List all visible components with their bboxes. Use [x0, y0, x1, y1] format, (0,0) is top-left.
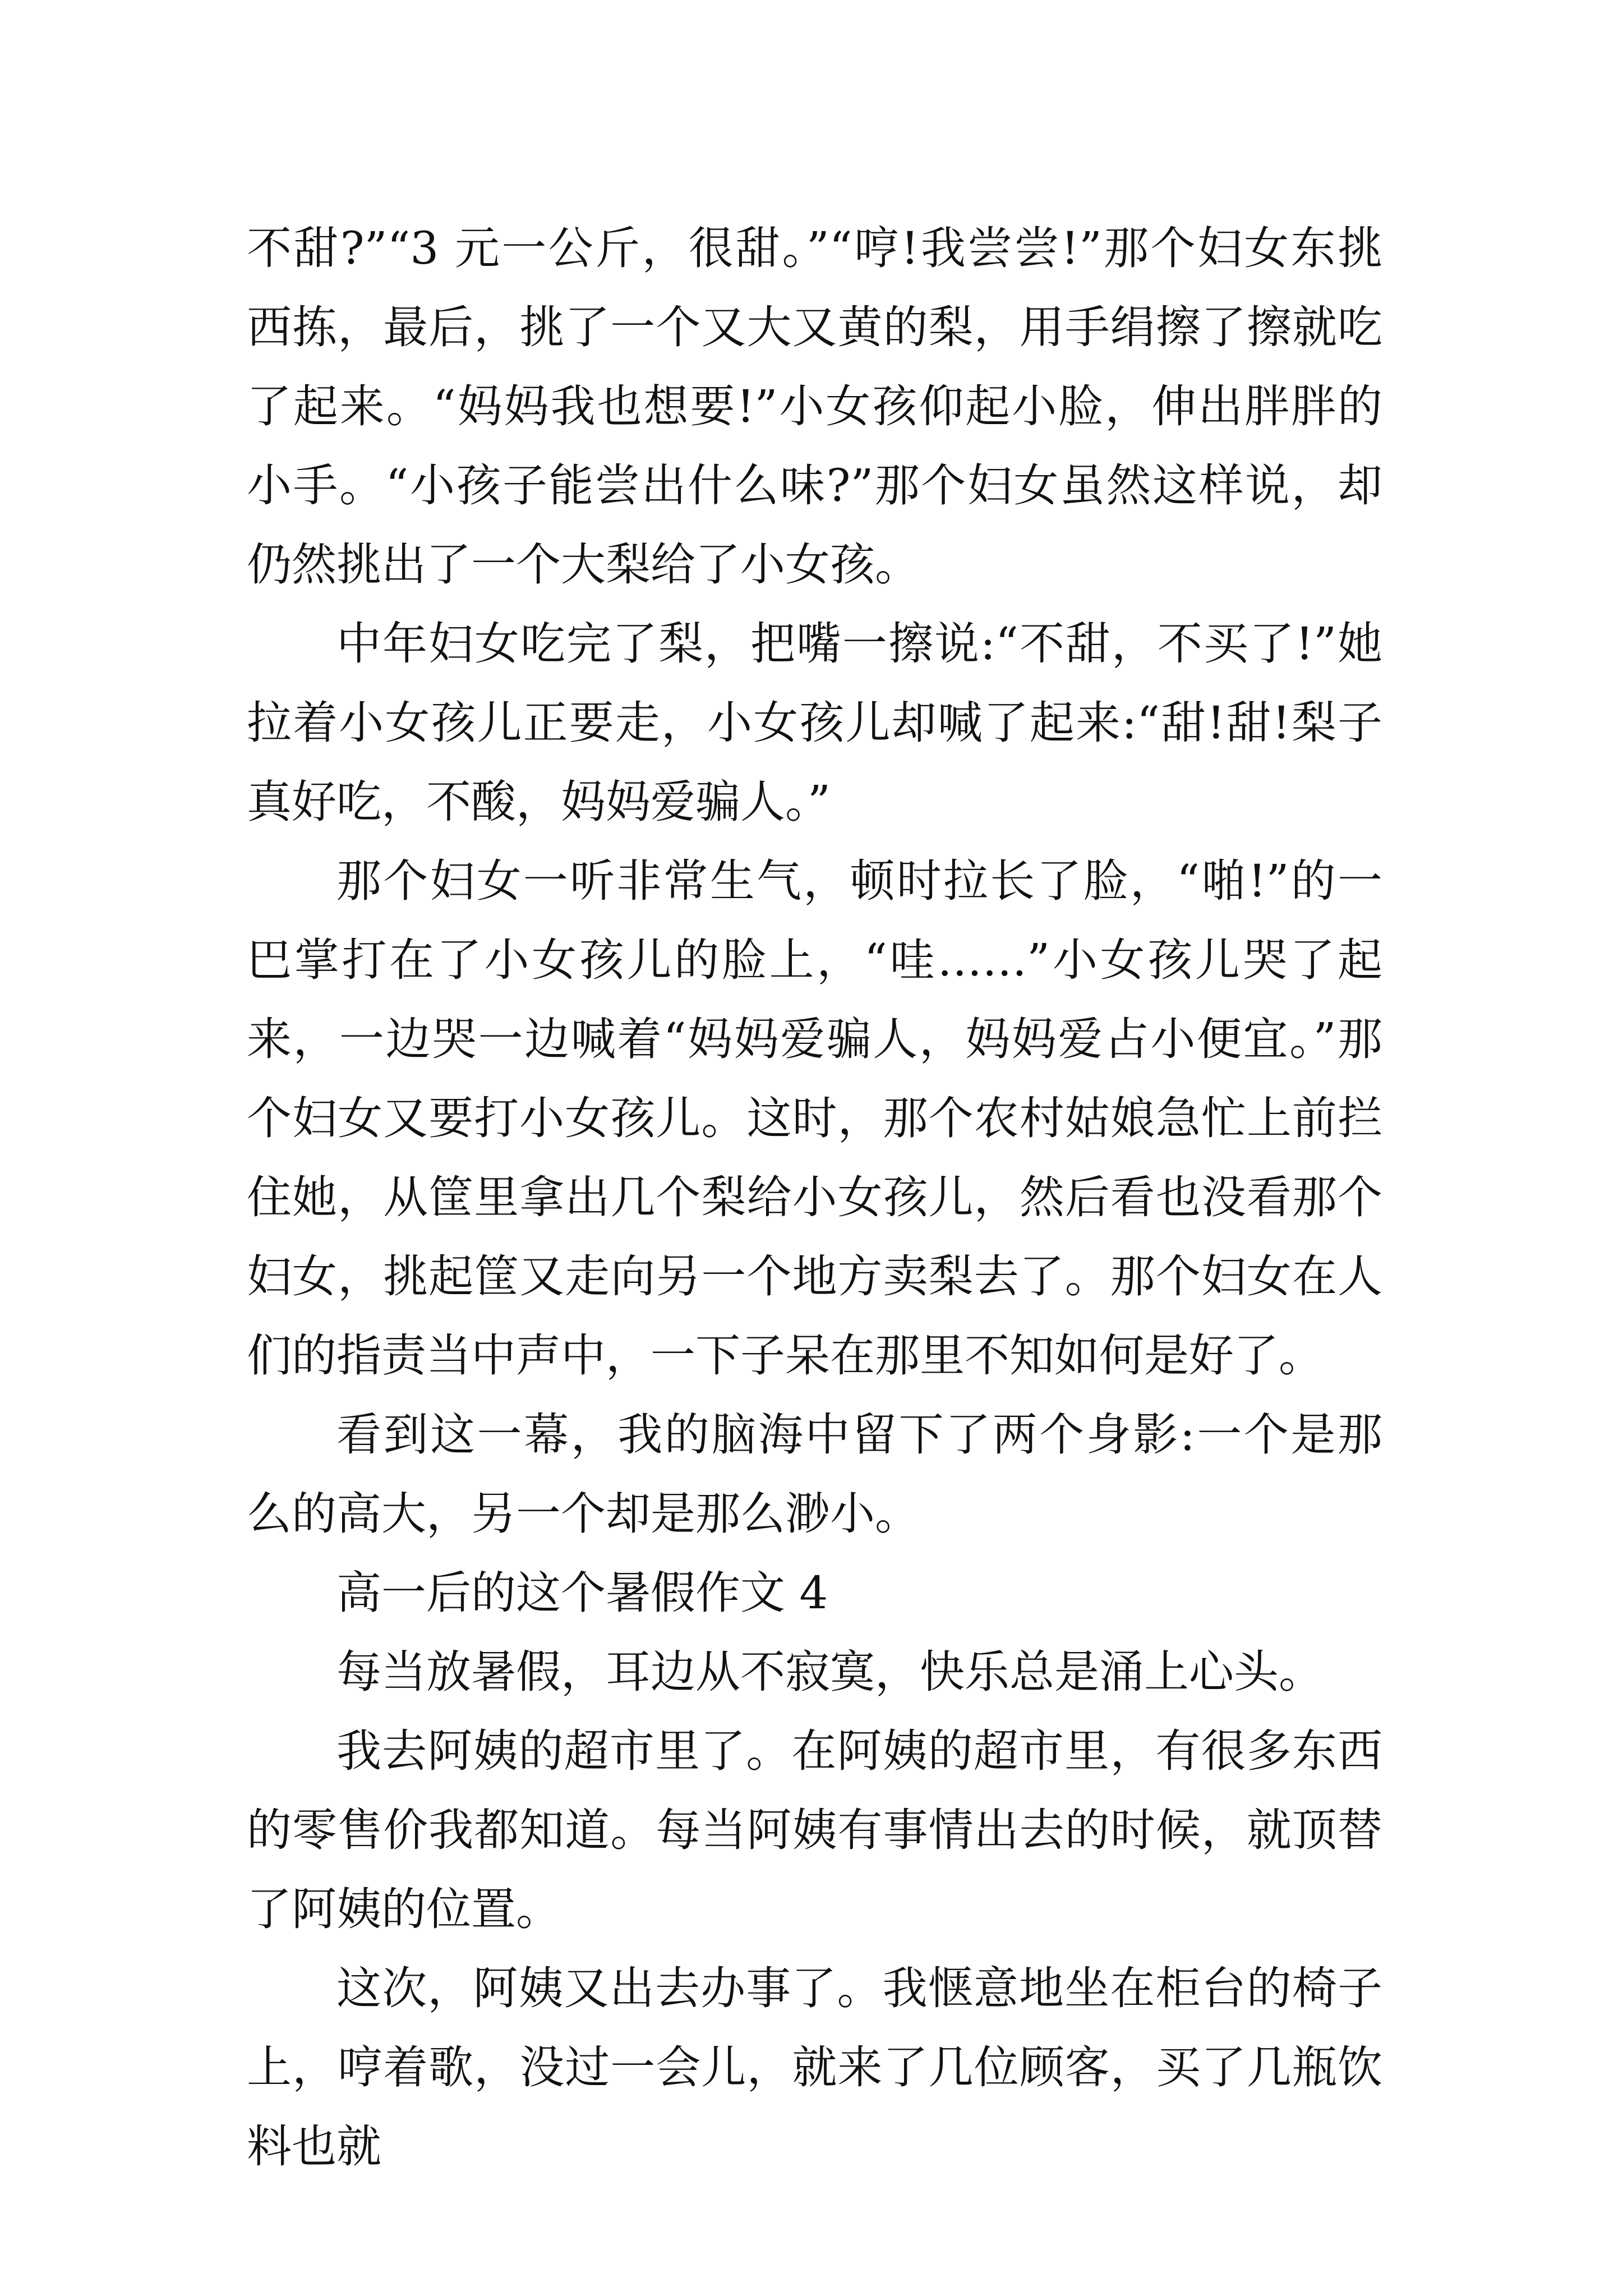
paragraph-1: 不甜?”“3 元一公斤，很甜。”“哼!我尝尝!”那个妇女东挑西拣，最后，挑了一个又大又黄的梨，用手绢擦了擦就吃了起来。“妈妈我也想要!”小女孩仰起小脸，伸出胖胖的小手。“小孩子能尝出什么味?”那个妇女虽然这样说，却仍然挑出了一个大梨给了小女孩。	[247, 222, 1382, 591]
paragraph-7: 这次，阿姨又出去办事了。我惬意地坐在柜台的椅子上，哼着歌，没过一会儿，就来了几位顾客，买了几瓶饮料也就	[247, 1962, 1382, 2173]
section-heading: 高一后的这个暑假作文 4	[336, 1567, 828, 1619]
paragraph-4: 看到这一幕，我的脑海中留下了两个身影:一个是那么的高大，另一个却是那么渺小。	[247, 1409, 1382, 1540]
paragraph-5: 每当放暑假，耳边从不寂寞，快乐总是涌上心头。	[336, 1646, 1324, 1698]
paragraph-6: 我去阿姨的超市里了。在阿姨的超市里，有很多东西的零售价我都知道。每当阿姨有事情出去的时候，就顶替了阿姨的位置。	[247, 1725, 1382, 1935]
document-body	[247, 209, 1382, 2186]
paragraph-3: 那个妇女一听非常生气，顿时拉长了脸，“啪!”的一巴掌打在了小女孩儿的脸上，“哇……”小女孩儿哭了起来，一边哭一边喊着“妈妈爱骗人，妈妈爱占小便宜。”那个妇女又要打小女孩儿。这时，那个农村姑娘急忙上前拦住她，从筐里拿出几个梨给小女孩儿，然后看也没看那个妇女，挑起筐又走向另一个地方卖梨去了。那个妇女在人们的指责当中声中，一下子呆在那里不知如何是好了。	[247, 855, 1382, 1382]
paragraph-2: 中年妇女吃完了梨，把嘴一擦说:“不甜，不买了!”她拉着小女孩儿正要走，小女孩儿却喊了起来:“甜!甜!梨子真好吃，不酸，妈妈爱骗人。”	[247, 618, 1382, 828]
